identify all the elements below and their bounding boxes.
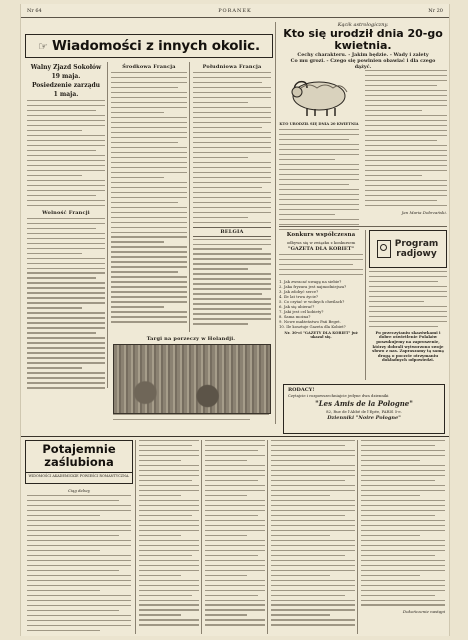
competition-line: odbywa się w związku z konkursem [286, 240, 356, 245]
competition-item: 2. Jaka fryzura jest najmodniejsza? [279, 283, 347, 289]
competition-item: 4. Ile lat trwa życie? [279, 293, 319, 299]
astrology-title: Kto się urodził dnia 20-go kwietnia. [283, 27, 443, 52]
competition-item: 6. Jak się ubierać? [279, 303, 315, 309]
radio-title: Program radjowy [394, 239, 439, 259]
article-heading-board: Posiedzenie zarządu [31, 82, 101, 89]
serial-col-5 [361, 440, 445, 634]
ad-box [283, 384, 445, 434]
astrology-kicker: Kącik astrologiczny. [337, 22, 389, 28]
column-2 [111, 62, 187, 332]
astrology-subtitle-2: Co mu grozi. - Czego się powinien obawiać i dla czego [290, 58, 436, 64]
radio-note: Po przeczytaniu skazówkami i dobre oświetlenie Polaków poszukujemy na zaproszenie, którzy dobrali wytworzono swoje słowo z nas. Zapraszamy tą samą drogą o poczcie otrzymaniu dokładnych odpowiedzi. [372, 329, 444, 363]
article-body [111, 72, 187, 323]
ad-head: RODACY! [288, 387, 315, 393]
column-1 [27, 62, 105, 392]
article-heading-south-france: Południowa Francja [202, 64, 262, 70]
serial-part: Ciąg dalszy [67, 488, 91, 493]
serial-banner [25, 440, 133, 484]
astrology-subtitle-3: dążyć. [354, 64, 372, 70]
competition-list [279, 279, 363, 329]
hand-pointer-icon: ☞ [38, 39, 48, 53]
serial-subtitle: WIDOMOŚCI AKADEMICKIE POWIEŚCI ROMANTYCZNA. [26, 472, 132, 478]
serial-col-2 [139, 440, 199, 634]
competition-item: 1. Jak zwracać uwagę na siebie? [279, 278, 342, 284]
competition-paper: "GAZETA DLA KOBIET" [287, 246, 355, 252]
newspaper-page [20, 4, 450, 636]
banner-title: Wiadomości z innych okolic. [51, 38, 260, 54]
radio-icon [377, 240, 391, 258]
column-3 [193, 62, 271, 332]
article-heading-france: Wolność Francji [42, 209, 90, 216]
competition-item: 10. Ile kosztuje Gazeta dla Kobiet? [279, 323, 346, 329]
serial-col-3 [205, 440, 265, 634]
article-body [27, 218, 105, 392]
page-number: Nr 20 [428, 7, 443, 14]
photo-title: Targi na porzeczy w Holandji. [146, 336, 236, 342]
ram-illustration [279, 70, 359, 118]
radio-banner [369, 230, 447, 268]
competition-item: 9. Nowe małżeństwo Pań Beget. [279, 318, 341, 324]
competition-item: 3. Jak zdobyć serce? [279, 288, 319, 294]
article-body [193, 72, 271, 223]
astrology-left [279, 70, 359, 230]
competition-item: 8. Sama można? [279, 313, 311, 319]
competition-item: 7. Jaki jest cel kobiety? [279, 308, 324, 314]
astrology-author: Jan Maria Dobrzański. [401, 209, 447, 215]
competition-title: Konkurs współczesna [286, 232, 356, 238]
market-photo [113, 344, 271, 414]
astrology-right [365, 70, 447, 230]
ad-line1: Czytajcie i rozpowszechniajcie jedyne dwa dzienniki [288, 393, 389, 398]
article-subheading-date: 19 maja. [51, 73, 81, 80]
ad-line4: Dzienniki "Noire Pologne" [327, 415, 401, 421]
article-heading-belgium: BELGIA [193, 227, 271, 237]
serial-title: Potajemnie zaślubiona [42, 442, 116, 469]
article-body [27, 100, 105, 206]
issue-number: Nr 64 [27, 7, 42, 14]
radio-section [369, 230, 447, 380]
sign-caption: KTO URODZIŁ SIĘ DNIA 20 KWIETNIA [279, 122, 359, 126]
article-body [193, 239, 271, 325]
serial-col-4 [271, 440, 355, 634]
competition-section [279, 230, 363, 380]
competition-item: 5. Co czytać w wolnych chwilach? [279, 298, 345, 304]
photo-caption [113, 414, 269, 424]
ad-line2: "Les Amis de la Pologne" [315, 399, 413, 408]
serial-col-1 [27, 488, 131, 634]
main-banner [25, 34, 273, 58]
continued-note: Dokończenie nastąpi [402, 609, 445, 615]
article-subheading-date2: 1 maja. [53, 91, 79, 98]
astrology-subtitle: Cechy charakteru. - Jakim będzie. - Wady i zalety [297, 52, 429, 58]
ad-line3: 82, Rue de l'Abbé de l'Epée, PARIS 5-e. [326, 409, 402, 414]
masthead: PORANEK [218, 7, 252, 14]
article-heading-central-france: Środkowa Francja [122, 64, 176, 70]
article-heading-sokol: Walny Zjazd Sokołów [30, 64, 102, 71]
page-header [21, 4, 449, 18]
astrology-section [279, 22, 447, 230]
competition-footer: Nr. 30-ci "GAZETY DLA KOBIET" już ukazał się. [284, 330, 358, 339]
